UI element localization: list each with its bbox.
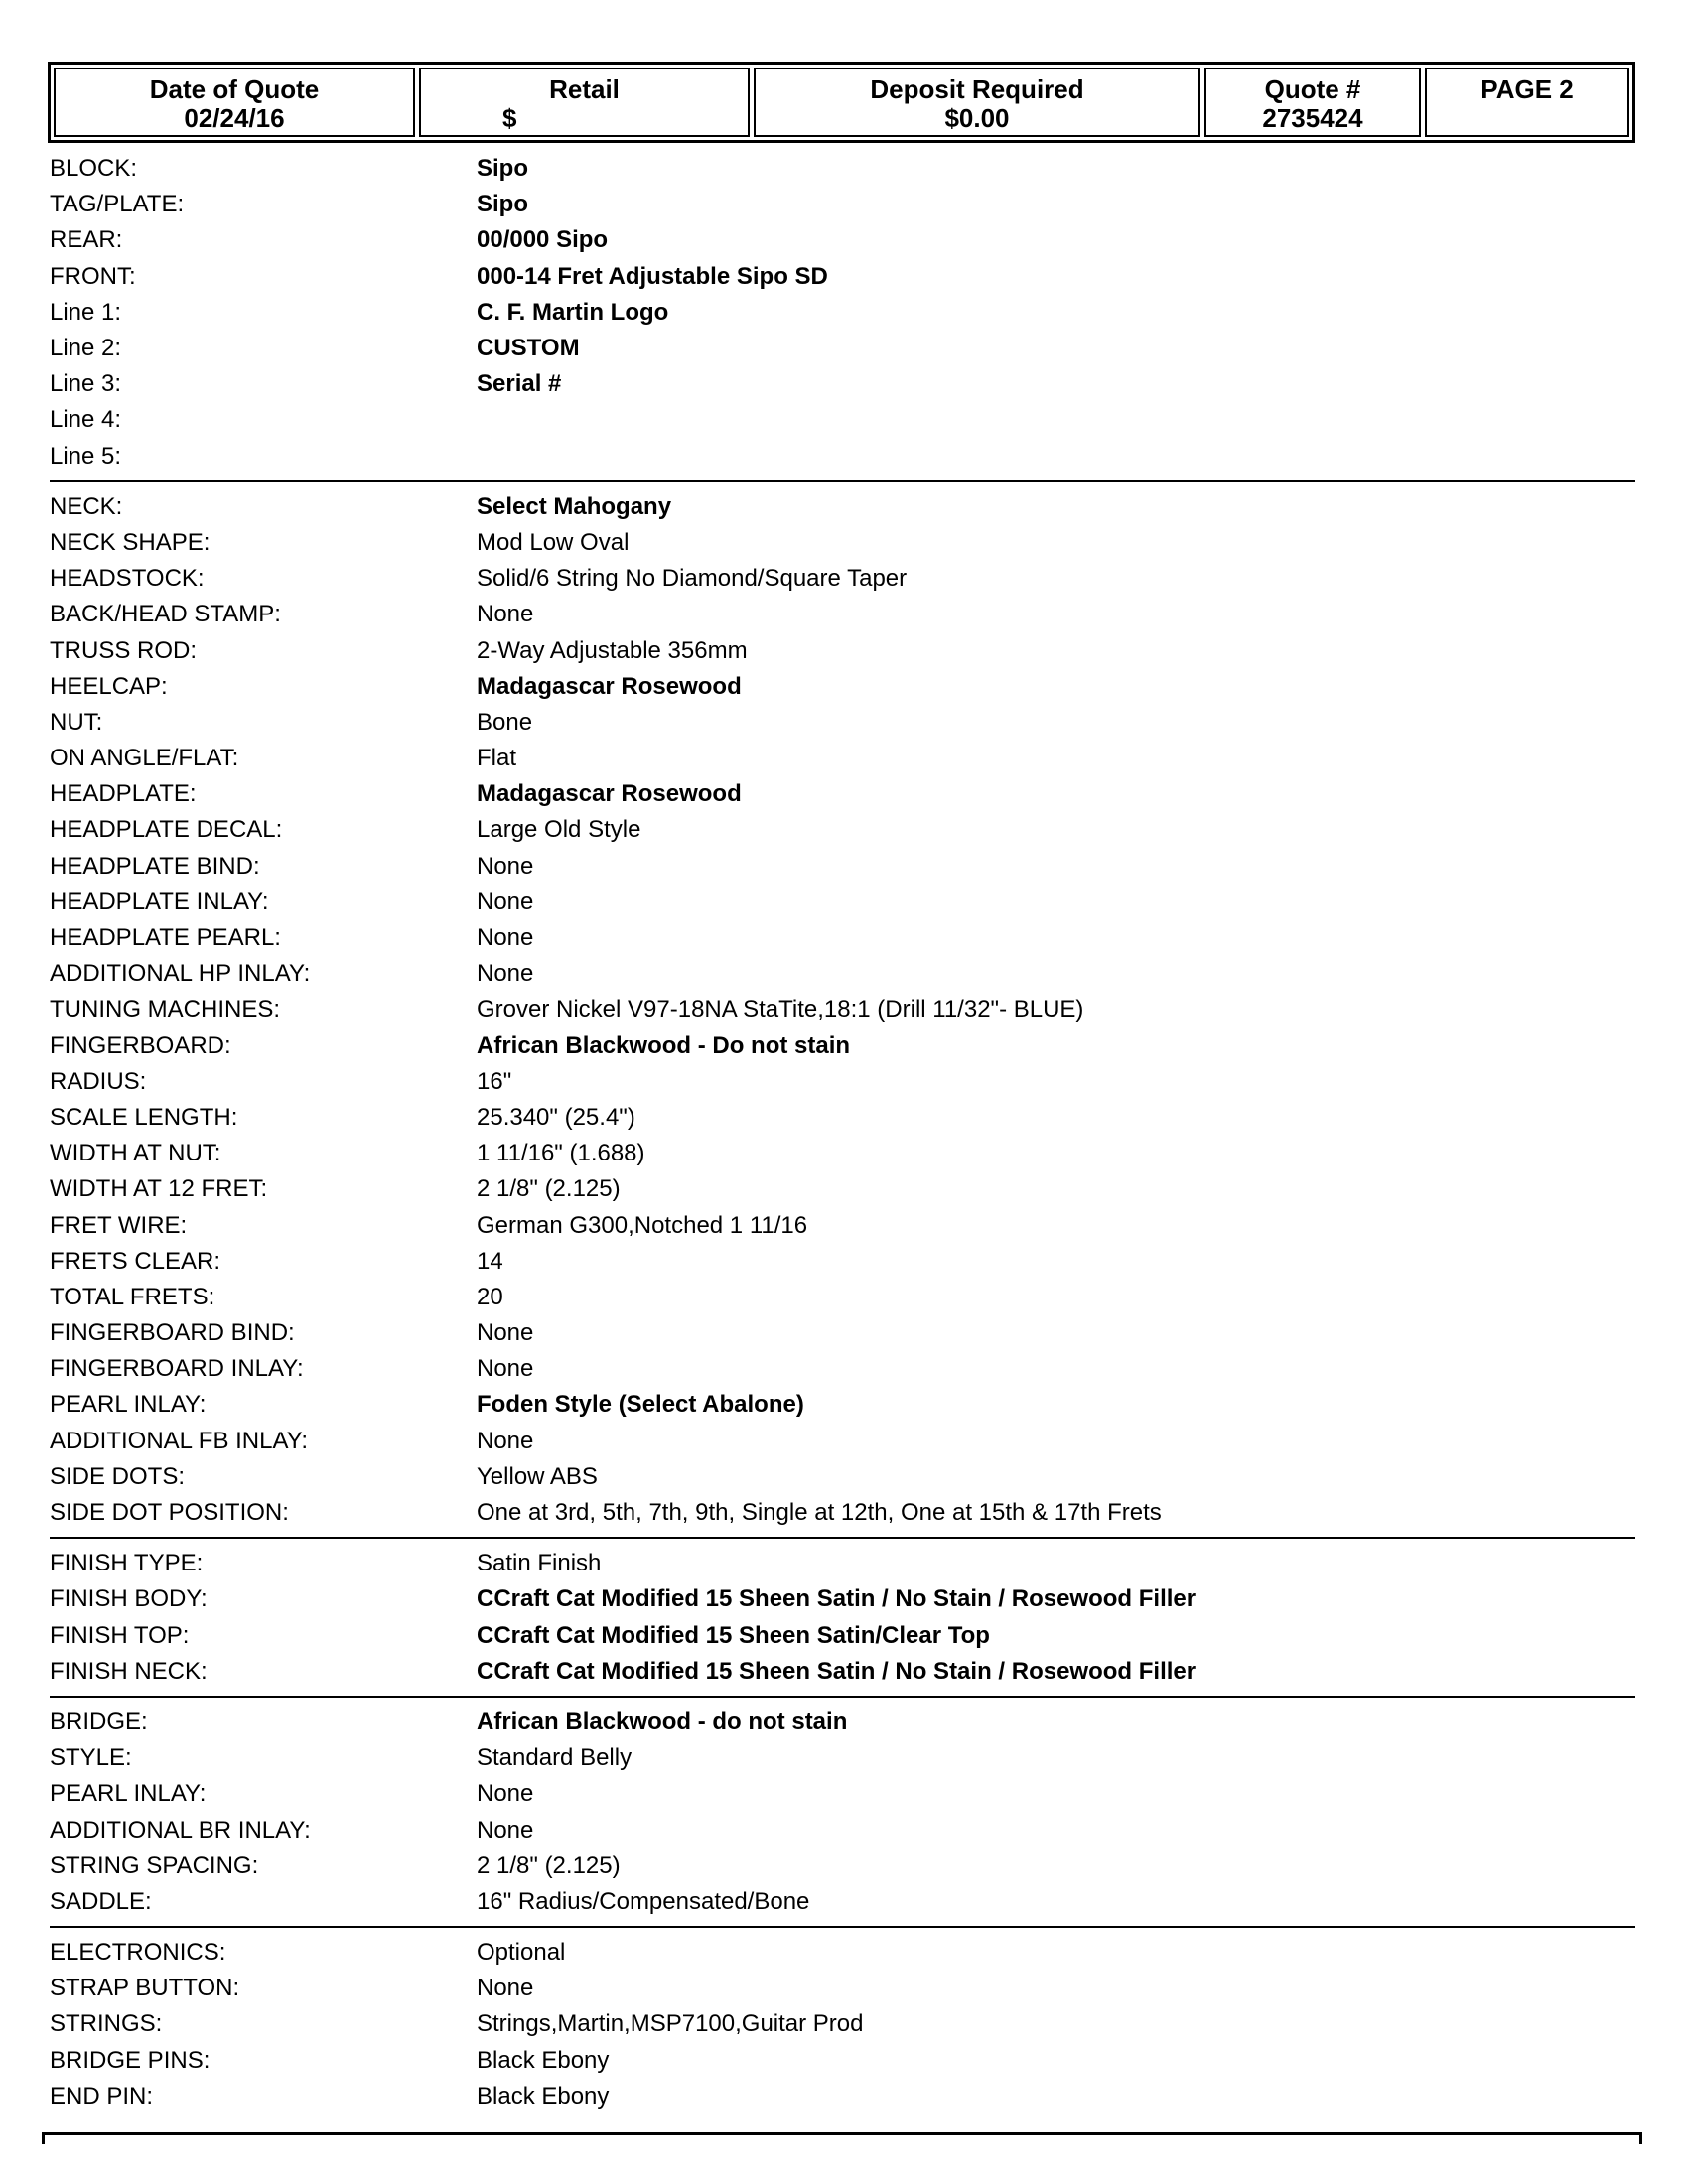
spec-value: Madagascar Rosewood <box>477 780 742 808</box>
spec-value: None <box>477 601 534 628</box>
page-number-cell <box>1425 68 1629 137</box>
spec-label: FRONT: <box>50 262 136 290</box>
spec-value: Black Ebony <box>477 2082 610 2110</box>
spec-section <box>50 1705 1635 1928</box>
spec-label: REAR: <box>50 226 123 254</box>
deposit-required-label: Deposit Required <box>870 74 1084 104</box>
spec-row <box>50 2079 1635 2115</box>
spec-value: CCraft Cat Modified 15 Sheen Satin / No Stain / Rosewood Filler <box>477 1657 1196 1685</box>
spec-value: 00/000 Sipo <box>477 226 609 254</box>
spec-value: 25.340" (25.4") <box>477 1103 635 1131</box>
spec-value: Sipo <box>477 155 528 183</box>
spec-row <box>50 259 1635 295</box>
spec-label: Line 5: <box>50 442 122 470</box>
spec-label: END PIN: <box>50 2082 154 2110</box>
spec-value: 000-14 Fret Adjustable Sipo SD <box>477 262 828 290</box>
spec-row <box>50 776 1635 812</box>
spec-label: TAG/PLATE: <box>50 191 185 218</box>
spec-label: ADDITIONAL FB INLAY: <box>50 1427 309 1454</box>
spec-row <box>50 1546 1635 1581</box>
spec-value: Mod Low Oval <box>477 528 630 556</box>
spec-value: One at 3rd, 5th, 7th, 9th, Single at 12th, One at 15th & 17th Frets <box>477 1499 1162 1527</box>
spec-row <box>50 525 1635 561</box>
spec-row <box>50 1495 1635 1531</box>
spec-row <box>50 331 1635 366</box>
spec-row <box>50 295 1635 331</box>
spec-row <box>50 669 1635 705</box>
spec-row <box>50 1935 1635 1971</box>
spec-value: CCraft Cat Modified 15 Sheen Satin / No Stain / Rosewood Filler <box>477 1585 1196 1613</box>
spec-row <box>50 1776 1635 1812</box>
spec-row <box>50 1884 1635 1920</box>
spec-value: None <box>477 852 534 880</box>
spec-label: BRIDGE: <box>50 1707 148 1735</box>
spec-label: PEARL INLAY: <box>50 1780 207 1808</box>
spec-label: ADDITIONAL BR INLAY: <box>50 1816 311 1843</box>
page-number-label: PAGE 2 <box>1480 74 1574 104</box>
spec-label: HEADPLATE INLAY: <box>50 887 269 915</box>
spec-label: SCALE LENGTH: <box>50 1103 238 1131</box>
spec-value: Black Ebony <box>477 2046 610 2074</box>
spec-label: PEARL INLAY: <box>50 1391 207 1419</box>
spec-row <box>50 2043 1635 2079</box>
spec-row <box>50 561 1635 597</box>
spec-label: FINISH BODY: <box>50 1585 208 1613</box>
spec-value: None <box>477 887 534 915</box>
spec-label: SADDLE: <box>50 1887 152 1915</box>
deposit-required-value: $0.00 <box>944 103 1010 133</box>
spec-label: ADDITIONAL HP INLAY: <box>50 960 311 988</box>
spec-value: None <box>477 1816 534 1843</box>
spec-row <box>50 439 1635 475</box>
spec-row <box>50 1207 1635 1243</box>
quote-number-cell <box>1204 68 1421 137</box>
spec-label: HEADPLATE: <box>50 780 197 808</box>
spec-row <box>50 1315 1635 1351</box>
spec-label: Line 2: <box>50 335 122 362</box>
spec-value: Large Old Style <box>477 816 641 844</box>
spec-section <box>50 1935 1635 2120</box>
spec-label: BRIDGE PINS: <box>50 2046 211 2074</box>
spec-section <box>50 489 1635 1539</box>
spec-row <box>50 1424 1635 1459</box>
spec-value: 2 1/8" (2.125) <box>477 1175 621 1203</box>
spec-value: Serial # <box>477 370 562 398</box>
spec-row <box>50 849 1635 885</box>
spec-row <box>50 366 1635 402</box>
spec-label: TUNING MACHINES: <box>50 996 281 1024</box>
spec-label: ON ANGLE/FLAT: <box>50 745 239 772</box>
spec-label: FINISH NECK: <box>50 1657 208 1685</box>
spec-value: None <box>477 1355 534 1383</box>
spec-label: ELECTRONICS: <box>50 1939 226 1967</box>
spec-value: Madagascar Rosewood <box>477 672 742 700</box>
spec-value: 16" Radius/Compensated/Bone <box>477 1887 810 1915</box>
spec-value: None <box>477 1780 534 1808</box>
spec-row <box>50 1028 1635 1064</box>
spec-value: German G300,Notched 1 11/16 <box>477 1211 808 1239</box>
quote-number-value: 2735424 <box>1262 103 1363 133</box>
spec-label: FINISH TOP: <box>50 1621 190 1649</box>
spec-row <box>50 489 1635 525</box>
spec-label: RADIUS: <box>50 1067 147 1095</box>
spec-label: NECK: <box>50 492 123 520</box>
spec-value: Yellow ABS <box>477 1462 598 1490</box>
retail-cell <box>419 68 750 137</box>
date-of-quote-label: Date of Quote <box>149 74 320 104</box>
retail-label: Retail <box>549 74 620 104</box>
spec-row <box>50 151 1635 187</box>
spec-label: WIDTH AT 12 FRET: <box>50 1175 268 1203</box>
spec-row <box>50 1064 1635 1100</box>
spec-row <box>50 402 1635 438</box>
spec-row <box>50 885 1635 920</box>
spec-row <box>50 1581 1635 1617</box>
spec-value: 2-Way Adjustable 356mm <box>477 636 748 664</box>
spec-value: Standard Belly <box>477 1744 633 1772</box>
spec-label: FRET WIRE: <box>50 1211 188 1239</box>
date-of-quote-cell <box>54 68 415 137</box>
footer-divider <box>42 2132 1642 2135</box>
spec-label: FINGERBOARD: <box>50 1031 231 1059</box>
spec-label: WIDTH AT NUT: <box>50 1140 221 1167</box>
spec-row <box>50 1618 1635 1654</box>
spec-label: BLOCK: <box>50 155 138 183</box>
spec-row <box>50 1171 1635 1207</box>
spec-row <box>50 1244 1635 1280</box>
spec-label: Line 1: <box>50 298 122 326</box>
spec-label: SIDE DOT POSITION: <box>50 1499 289 1527</box>
spec-row <box>50 632 1635 668</box>
spec-value: 2 1/8" (2.125) <box>477 1851 621 1879</box>
spec-label: TRUSS ROD: <box>50 636 198 664</box>
spec-row <box>50 1100 1635 1136</box>
spec-label: HEELCAP: <box>50 672 168 700</box>
spec-value: Foden Style (Select Abalone) <box>477 1391 804 1419</box>
spec-row <box>50 597 1635 632</box>
spec-value: Grover Nickel V97-18NA StaTite,18:1 (Drill 11/32"- BLUE) <box>477 996 1084 1024</box>
spec-label: Line 3: <box>50 370 122 398</box>
spec-row <box>50 1459 1635 1495</box>
spec-value: None <box>477 960 534 988</box>
spec-value: 1 11/16" (1.688) <box>477 1140 645 1167</box>
spec-value: Select Mahogany <box>477 492 672 520</box>
spec-value: CCraft Cat Modified 15 Sheen Satin/Clear Top <box>477 1621 990 1649</box>
spec-value: Satin Finish <box>477 1550 602 1577</box>
quote-header-table <box>48 62 1635 143</box>
spec-label: HEADPLATE DECAL: <box>50 816 283 844</box>
spec-value: Flat <box>477 745 517 772</box>
spec-label: STYLE: <box>50 1744 132 1772</box>
spec-row <box>50 1848 1635 1884</box>
spec-value: Sipo <box>477 191 528 218</box>
spec-row <box>50 956 1635 992</box>
spec-value: None <box>477 1975 534 2002</box>
spec-value: African Blackwood - Do not stain <box>477 1031 851 1059</box>
spec-label: HEADSTOCK: <box>50 565 205 593</box>
deposit-required-cell <box>754 68 1200 137</box>
spec-label: FINISH TYPE: <box>50 1550 204 1577</box>
spec-sections <box>50 151 1635 2127</box>
spec-label: FINGERBOARD BIND: <box>50 1319 295 1347</box>
spec-row <box>50 992 1635 1027</box>
quote-number-label: Quote # <box>1264 74 1361 104</box>
spec-row <box>50 1740 1635 1776</box>
spec-label: STRING SPACING: <box>50 1851 259 1879</box>
spec-label: SIDE DOTS: <box>50 1462 186 1490</box>
spec-row <box>50 920 1635 956</box>
spec-row <box>50 1705 1635 1740</box>
spec-row <box>50 1387 1635 1423</box>
spec-value: None <box>477 1319 534 1347</box>
spec-row <box>50 222 1635 258</box>
spec-label: NECK SHAPE: <box>50 528 211 556</box>
spec-label: HEADPLATE PEARL: <box>50 924 281 952</box>
spec-value: C. F. Martin Logo <box>477 298 669 326</box>
spec-row <box>50 1136 1635 1171</box>
spec-row <box>50 705 1635 741</box>
spec-row <box>50 1971 1635 2006</box>
spec-row <box>50 1280 1635 1315</box>
spec-value: Strings,Martin,MSP7100,Guitar Prod <box>477 2010 864 2038</box>
spec-label: HEADPLATE BIND: <box>50 852 260 880</box>
spec-label: BACK/HEAD STAMP: <box>50 601 281 628</box>
spec-row <box>50 1812 1635 1847</box>
spec-label: Line 4: <box>50 406 122 434</box>
spec-label: FRETS CLEAR: <box>50 1247 221 1275</box>
retail-value: $ <box>502 103 517 133</box>
spec-value: 14 <box>477 1247 503 1275</box>
spec-value: None <box>477 1427 534 1454</box>
spec-row <box>50 1654 1635 1690</box>
spec-value: Bone <box>477 708 533 736</box>
spec-value: African Blackwood - do not stain <box>477 1707 848 1735</box>
spec-row <box>50 741 1635 776</box>
spec-label: TOTAL FRETS: <box>50 1283 215 1310</box>
spec-value: 16" <box>477 1067 512 1095</box>
spec-value: None <box>477 924 534 952</box>
spec-row <box>50 812 1635 848</box>
spec-value: 20 <box>477 1283 503 1310</box>
spec-section <box>50 1546 1635 1698</box>
spec-value: Solid/6 String No Diamond/Square Taper <box>477 565 908 593</box>
spec-row <box>50 1351 1635 1387</box>
spec-section <box>50 151 1635 482</box>
spec-label: STRAP BUTTON: <box>50 1975 240 2002</box>
spec-row <box>50 2006 1635 2042</box>
spec-label: NUT: <box>50 708 103 736</box>
date-of-quote-value: 02/24/16 <box>184 103 285 133</box>
spec-row <box>50 187 1635 222</box>
spec-label: FINGERBOARD INLAY: <box>50 1355 304 1383</box>
spec-label: STRINGS: <box>50 2010 163 2038</box>
spec-value: Optional <box>477 1939 566 1967</box>
spec-value: CUSTOM <box>477 335 580 362</box>
